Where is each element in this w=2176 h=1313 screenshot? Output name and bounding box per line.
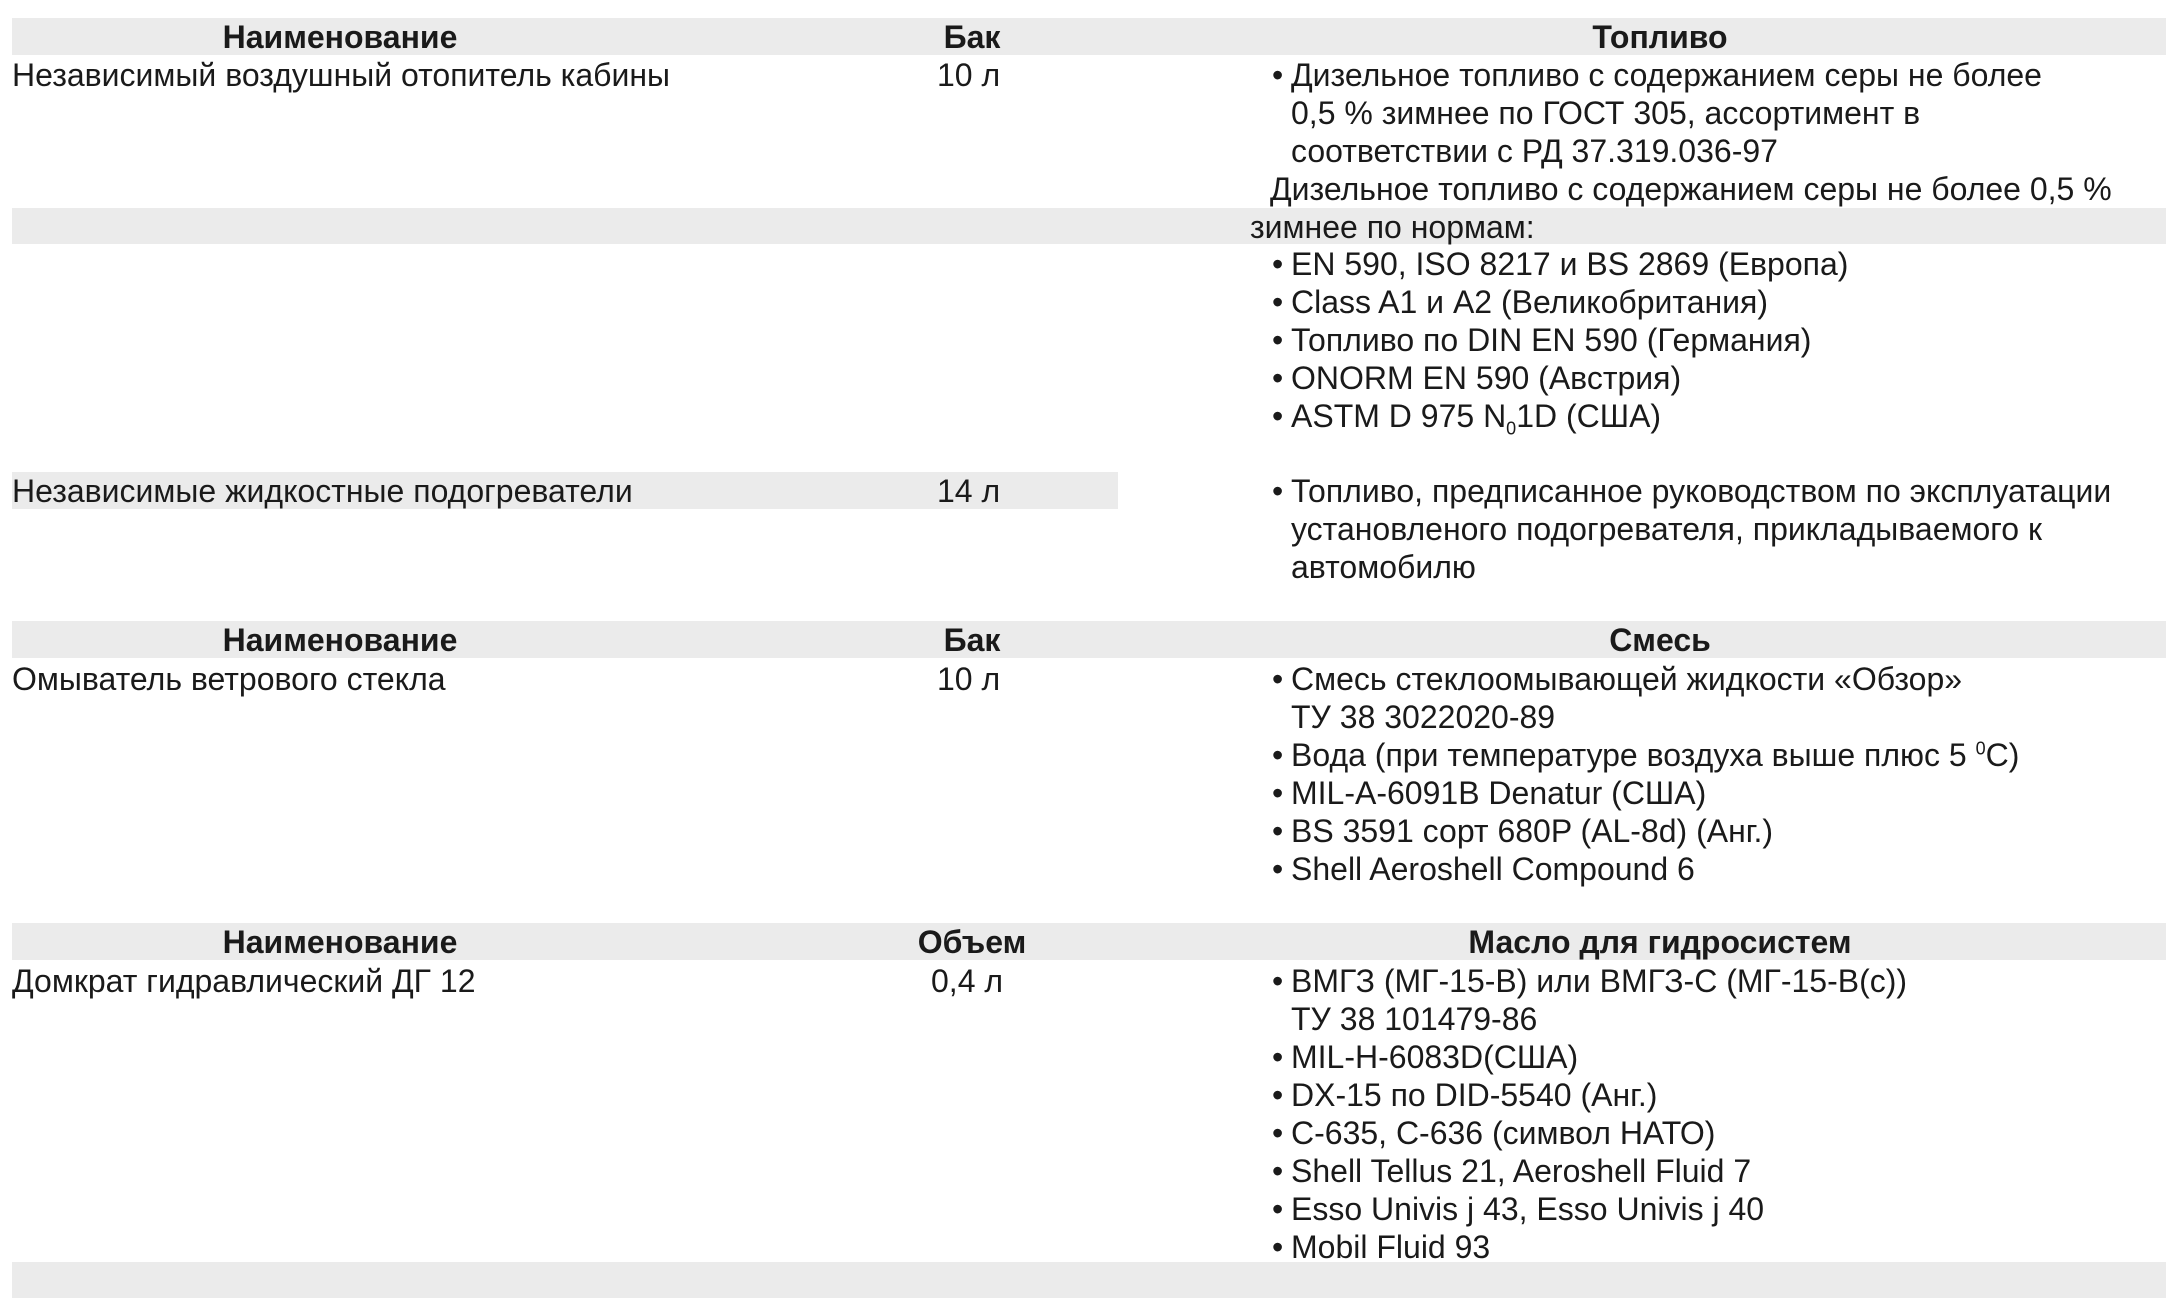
fuel-item-line: соответствии с РД 37.319.036-97 bbox=[1291, 133, 1778, 169]
astm-sub: 0 bbox=[1506, 418, 1517, 439]
fuel-item-line: установленого подогревателя, прикладываемого к bbox=[1291, 511, 2042, 547]
row-band-1 bbox=[12, 208, 2166, 244]
bullet-icon: • bbox=[1272, 1115, 1284, 1151]
bullet-icon: • bbox=[1272, 284, 1284, 320]
oil-item-line: ТУ 38 101479-86 bbox=[1291, 1001, 1538, 1037]
row-name: Омыватель ветрового стекла bbox=[12, 661, 446, 697]
oil-item: Esso Univis j 43, Esso Univis j 40 bbox=[1291, 1191, 1765, 1227]
oil-item-line: ВМГЗ (МГ-15-В) или ВМГЗ-С (МГ-15-В(с)) bbox=[1291, 963, 1908, 999]
row-volume: 0,4 л bbox=[931, 963, 1004, 999]
oil-item: С-635, С-636 (символ НАТО) bbox=[1291, 1115, 1716, 1151]
header-name: Наименование bbox=[222, 19, 458, 55]
astm-post: 1D (США) bbox=[1516, 398, 1662, 434]
fuel-item-line: автомобилю bbox=[1291, 549, 1476, 585]
bullet-icon: • bbox=[1272, 1153, 1284, 1189]
bullet-icon: • bbox=[1272, 473, 1284, 509]
footer-band bbox=[12, 1262, 2166, 1298]
water-pre: Вода (при температуре воздуха выше плюс 5 bbox=[1291, 737, 1976, 773]
fuel-note-line: зимнее по нормам: bbox=[1250, 209, 1535, 245]
fuel-note-line: Дизельное топливо с содержанием серы не более 0,5 % bbox=[1270, 171, 2112, 207]
header-oil: Масло для гидросистем bbox=[1468, 924, 1852, 960]
bullet-icon: • bbox=[1272, 322, 1284, 358]
fuel-item-line: 0,5 % зимнее по ГОСТ 305, ассортимент в bbox=[1291, 95, 1921, 131]
header-name: Наименование bbox=[222, 622, 458, 658]
mix-item: BS 3591 сорт 680P (AL-8d) (Анг.) bbox=[1291, 813, 1774, 849]
header-volume: Объем bbox=[917, 924, 1027, 960]
header-name: Наименование bbox=[222, 924, 458, 960]
row-tank: 14 л bbox=[937, 473, 1001, 509]
mix-item: MIL-A-6091B Denatur (США) bbox=[1291, 775, 1707, 811]
fuel-item: ONORM EN 590 (Австрия) bbox=[1291, 360, 1682, 396]
header-fuel: Топливо bbox=[1592, 19, 1728, 55]
fuel-item-astm bbox=[1291, 397, 1662, 439]
water-post: С) bbox=[1985, 737, 2020, 773]
bullet-icon: • bbox=[1272, 737, 1284, 773]
bullet-icon: • bbox=[1272, 1191, 1284, 1227]
header-tank: Бак bbox=[943, 19, 1001, 55]
bullet-icon: • bbox=[1272, 775, 1284, 811]
row-name: Независимые жидкостные подогреватели bbox=[12, 473, 633, 509]
fuel-item-line: Топливо, предписанное руководством по эксплуатации bbox=[1291, 473, 2112, 509]
bullet-icon: • bbox=[1272, 57, 1284, 93]
header-tank: Бак bbox=[943, 622, 1001, 658]
bullet-icon: • bbox=[1272, 1229, 1284, 1265]
bullet-icon: • bbox=[1272, 813, 1284, 849]
fuel-item-line: Дизельное топливо с содержанием серы не более bbox=[1291, 57, 2042, 93]
astm-pre: ASTM D 975 N bbox=[1291, 398, 1507, 434]
fuel-item: Class A1 и A2 (Великобритания) bbox=[1291, 284, 1769, 320]
oil-item: Shell Tellus 21, Aeroshell Fluid 7 bbox=[1291, 1153, 1752, 1189]
bullet-icon: • bbox=[1272, 1039, 1284, 1075]
bullet-icon: • bbox=[1272, 851, 1284, 887]
bullet-icon: • bbox=[1272, 963, 1284, 999]
bullet-icon: • bbox=[1272, 1077, 1284, 1113]
fuel-item: Топливо по DIN EN 590 (Германия) bbox=[1291, 322, 1812, 358]
bullet-icon: • bbox=[1272, 360, 1284, 396]
mix-item-line: ТУ 38 3022020-89 bbox=[1291, 699, 1556, 735]
bullet-icon: • bbox=[1272, 246, 1284, 282]
water-sup: 0 bbox=[1975, 738, 1986, 759]
row-name: Независимый воздушный отопитель кабины bbox=[12, 57, 671, 93]
mix-item-line: Смесь стеклоомывающей жидкости «Обзор» bbox=[1291, 661, 1963, 697]
row-tank: 10 л bbox=[937, 661, 1001, 697]
mix-item-water bbox=[1291, 736, 2019, 774]
mix-item: Shell Aeroshell Compound 6 bbox=[1291, 851, 1695, 887]
header-mix: Смесь bbox=[1609, 622, 1711, 658]
row-tank: 10 л bbox=[937, 57, 1001, 93]
oil-item: MIL-H-6083D(США) bbox=[1291, 1039, 1579, 1075]
row-name: Домкрат гидравлический ДГ 12 bbox=[12, 963, 476, 999]
bullet-icon: • bbox=[1272, 398, 1284, 434]
oil-item: DX-15 по DID-5540 (Анг.) bbox=[1291, 1077, 1658, 1113]
oil-item: Mobil Fluid 93 bbox=[1291, 1229, 1491, 1265]
fuel-item: EN 590, ISO 8217 и BS 2869 (Европа) bbox=[1291, 246, 1849, 282]
bullet-icon: • bbox=[1272, 661, 1284, 697]
